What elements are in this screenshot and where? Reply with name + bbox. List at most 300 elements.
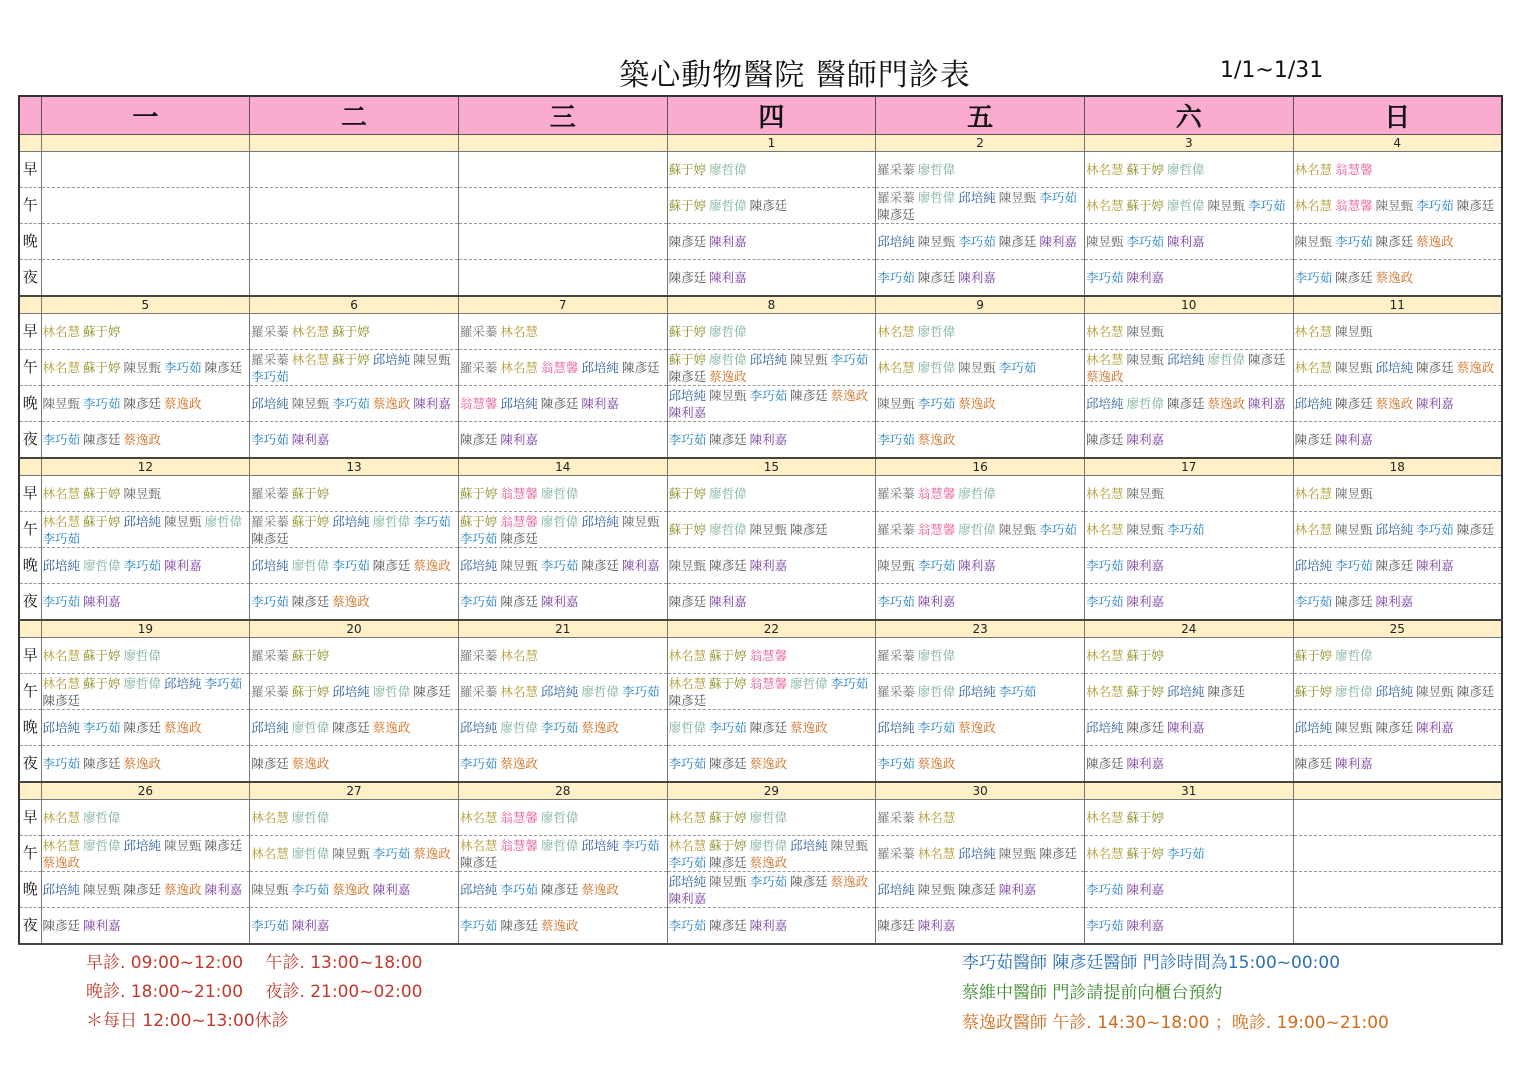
doctor-name: 蔡逸政 <box>1456 360 1495 375</box>
schedule-cell <box>458 872 667 908</box>
doctor-name: 陳利嘉 <box>581 396 619 411</box>
schedule-cell <box>250 476 459 512</box>
doctor-name: 李巧茹 <box>251 594 289 609</box>
doctor-name: 廖哲偉 <box>83 837 121 853</box>
doctor-name: 邱培純 <box>251 396 289 411</box>
schedule-cell <box>667 260 876 297</box>
schedule-cell <box>250 584 459 621</box>
date-cell <box>250 135 459 152</box>
doctor-name: 林名慧 <box>1085 846 1124 861</box>
schedule-cell <box>1084 872 1293 908</box>
doctor-name: 蔡逸政 <box>709 368 747 384</box>
schedule-cell <box>1293 314 1502 350</box>
doctor-name: 邱培純 <box>1166 351 1205 367</box>
doctor-name: 林名慧 <box>1085 162 1124 177</box>
schedule-cell <box>41 584 250 621</box>
doctor-name: 陳利嘉 <box>1416 396 1454 411</box>
schedule-cell <box>667 476 876 512</box>
doctor-name: 陳彥廷 <box>1416 360 1454 375</box>
doctor-name: 陳昱甄 <box>332 846 370 861</box>
doctor-name: 蔡逸政 <box>790 720 828 735</box>
doctor-name: 林名慧 <box>1294 324 1333 339</box>
date-cell: 7 <box>458 296 667 314</box>
doctor-name: 廖哲偉 <box>709 162 747 177</box>
doctor-name: 邱培純 <box>1085 396 1124 411</box>
slot-row <box>19 188 1502 224</box>
slot-label: 早 <box>19 314 41 350</box>
doctor-name: 邱培純 <box>372 351 411 367</box>
schedule-cell <box>1293 638 1502 674</box>
doctor-name: 林名慧 <box>500 648 538 663</box>
schedule-table <box>18 95 1503 945</box>
doctor-name: 蔡逸政 <box>540 918 579 933</box>
doctor-name: 陳彥廷 <box>1375 720 1414 735</box>
doctor-name: 陳彥廷 <box>123 882 162 897</box>
doctor-name: 蘇于婷 <box>291 648 330 663</box>
doctor-name: 廖哲偉 <box>540 810 579 825</box>
schedule-cell <box>41 908 250 945</box>
doctor-name: 蔡逸政 <box>372 396 411 411</box>
page-title: 築心動物醫院 醫師門診表 <box>619 58 971 93</box>
doctor-name: 陳利嘉 <box>291 918 330 933</box>
doctor-name: 李巧茹 <box>668 432 707 447</box>
schedule-cell <box>1084 188 1293 224</box>
schedule-cell <box>250 512 459 548</box>
doctor-name: 李巧茹 <box>917 558 956 573</box>
schedule-cell <box>876 548 1085 584</box>
schedule-cell <box>458 638 667 674</box>
doctor-name: 邱培純 <box>581 513 619 529</box>
doctor-name: 林名慧 <box>500 684 538 699</box>
doctor-name: 陳昱甄 <box>958 360 996 375</box>
schedule-cell <box>41 188 250 224</box>
schedule-cell <box>458 350 667 386</box>
schedule-cell <box>1293 512 1502 548</box>
doctor-name: 陳彥廷 <box>1456 522 1495 537</box>
doctor-name: 邱培純 <box>1294 720 1333 735</box>
date-row-corner <box>19 296 41 314</box>
doctor-name: 陳彥廷 <box>790 522 828 537</box>
schedule-cell <box>876 224 1085 260</box>
doctor-name: 陳昱甄 <box>917 234 956 249</box>
doctor-name: 廖哲偉 <box>123 675 162 691</box>
doctor-name: 陳利嘉 <box>1126 756 1164 771</box>
schedule-cell <box>1293 386 1502 422</box>
doctor-name: 陳彥廷 <box>709 432 747 447</box>
doctor-name: 李巧茹 <box>1039 189 1077 205</box>
slot-row <box>19 512 1502 548</box>
date-cell: 15 <box>667 458 876 476</box>
schedule-cell <box>250 872 459 908</box>
weekday-fri: 五 <box>876 96 1085 135</box>
date-row <box>19 135 1502 152</box>
date-cell: 28 <box>458 782 667 800</box>
date-row-corner <box>19 458 41 476</box>
doctor-name: 羅采蓁 <box>251 648 289 663</box>
date-row <box>19 620 1502 638</box>
doctor-name: 蔡逸政 <box>917 756 956 771</box>
doctor-name: 邱培純 <box>42 882 81 897</box>
doctor-name: 邱培純 <box>581 837 619 853</box>
doctor-name: 陳彥廷 <box>917 270 956 285</box>
doctor-name: 羅采蓁 <box>877 486 915 501</box>
doctor-name: 李巧茹 <box>459 530 498 546</box>
schedule-cell <box>667 872 876 908</box>
slot-row <box>19 476 1502 512</box>
doctor-name: 陳昱甄 <box>123 360 162 375</box>
date-cell: 31 <box>1084 782 1293 800</box>
doctor-name: 李巧茹 <box>459 594 498 609</box>
doctor-name: 陳昱甄 <box>998 846 1037 861</box>
doctor-name: 蔡逸政 <box>1375 396 1414 411</box>
slot-row <box>19 422 1502 459</box>
schedule-cell <box>876 908 1085 945</box>
doctor-name: 林名慧 <box>1085 522 1124 537</box>
schedule-cell <box>1084 224 1293 260</box>
doctor-name: 邱培純 <box>1375 522 1414 537</box>
doctor-name: 廖哲偉 <box>917 162 956 177</box>
note-cai-weizhong: 蔡維中醫師 門診請提前向櫃台預約 <box>962 983 1223 1003</box>
schedule-cell <box>250 908 459 945</box>
schedule-cell <box>1293 872 1502 908</box>
doctor-name: 廖哲偉 <box>540 513 579 529</box>
slot-label: 夜 <box>19 746 41 783</box>
date-row-corner <box>19 782 41 800</box>
doctor-name: 李巧茹 <box>251 368 289 384</box>
schedule-cell <box>1293 836 1502 872</box>
hours-line-2: 晚診. 18:00~21:00 夜診. 21:00~02:00 <box>86 982 423 1002</box>
doctor-name: 李巧茹 <box>42 530 81 546</box>
schedule-cell <box>41 710 250 746</box>
date-cell: 9 <box>876 296 1085 314</box>
doctor-name: 林名慧 <box>459 810 498 825</box>
corner-cell <box>19 96 41 135</box>
doctor-name: 李巧茹 <box>621 837 660 853</box>
doctor-name: 陳利嘉 <box>540 594 579 609</box>
schedule-cell <box>458 908 667 945</box>
doctor-name: 廖哲偉 <box>917 324 956 339</box>
doctor-name: 陳昱甄 <box>621 513 660 529</box>
doctor-name: 陳彥廷 <box>998 234 1037 249</box>
schedule-cell <box>250 260 459 297</box>
doctor-name: 陳利嘉 <box>749 558 788 573</box>
schedule-cell <box>667 422 876 459</box>
slot-row <box>19 800 1502 836</box>
doctor-name: 陳利嘉 <box>413 396 451 411</box>
schedule-cell <box>458 548 667 584</box>
doctor-name: 蘇于婷 <box>83 486 121 501</box>
doctor-name: 陳利嘉 <box>1126 918 1164 933</box>
doctor-name: 陳彥廷 <box>1166 396 1205 411</box>
date-cell: 3 <box>1084 135 1293 152</box>
schedule-cell <box>876 422 1085 459</box>
schedule-cell <box>41 314 250 350</box>
doctor-name: 蘇于婷 <box>332 351 370 367</box>
doctor-name: 陳彥廷 <box>709 756 747 771</box>
schedule-cell <box>250 152 459 188</box>
schedule-cell <box>876 872 1085 908</box>
doctor-name: 廖哲偉 <box>790 675 828 691</box>
doctor-name: 林名慧 <box>1085 684 1124 699</box>
doctor-name: 蘇于婷 <box>83 360 121 375</box>
doctor-name: 廖哲偉 <box>372 684 411 699</box>
doctor-name: 李巧茹 <box>204 675 243 691</box>
break-note: ＊每日 12:00~13:00休診 <box>86 1011 289 1031</box>
doctor-name: 邱培純 <box>877 882 915 897</box>
slot-label: 早 <box>19 152 41 188</box>
date-cell: 17 <box>1084 458 1293 476</box>
doctor-name: 林名慧 <box>42 837 81 853</box>
schedule-cell <box>250 350 459 386</box>
doctor-name: 李巧茹 <box>42 432 81 447</box>
schedule-cell <box>876 710 1085 746</box>
slot-label: 晚 <box>19 224 41 260</box>
date-cell: 30 <box>876 782 1085 800</box>
doctor-name: 李巧茹 <box>1335 234 1373 249</box>
doctor-name: 羅采蓁 <box>459 360 498 375</box>
doctor-name: 陳彥廷 <box>709 558 747 573</box>
doctor-name: 林名慧 <box>1085 198 1124 213</box>
doctor-name: 陳利嘉 <box>958 558 996 573</box>
doctor-name: 廖哲偉 <box>123 648 162 663</box>
schedule-cell <box>1084 386 1293 422</box>
schedule-cell <box>1084 476 1293 512</box>
doctor-name: 廖哲偉 <box>709 522 747 537</box>
date-cell: 18 <box>1293 458 1502 476</box>
doctor-name: 李巧茹 <box>998 684 1037 699</box>
schedule-cell <box>41 548 250 584</box>
doctor-name: 蘇于婷 <box>459 513 498 529</box>
doctor-name: 陳昱甄 <box>1335 324 1373 339</box>
doctor-name: 林名慧 <box>42 648 81 663</box>
doctor-name: 羅采蓁 <box>459 648 498 663</box>
doctor-name: 陳彥廷 <box>877 206 915 222</box>
doctor-name: 蘇于婷 <box>668 162 707 177</box>
doctor-name: 陳彥廷 <box>204 360 243 375</box>
schedule-cell <box>458 710 667 746</box>
doctor-name: 邱培純 <box>332 684 370 699</box>
schedule-cell <box>667 674 876 710</box>
doctor-name: 李巧茹 <box>251 432 289 447</box>
doctor-name: 陳彥廷 <box>668 368 707 384</box>
doctor-name: 陳利嘉 <box>1416 720 1454 735</box>
doctor-name: 陳彥廷 <box>668 270 707 285</box>
doctor-name: 蘇于婷 <box>332 324 370 339</box>
schedule-cell <box>41 836 250 872</box>
schedule-cell <box>250 836 459 872</box>
slot-label: 夜 <box>19 422 41 459</box>
doctor-name: 邱培純 <box>500 396 538 411</box>
doctor-name: 邱培純 <box>251 558 289 573</box>
doctor-name: 陳利嘉 <box>164 558 202 573</box>
doctor-name: 李巧茹 <box>749 873 788 889</box>
doctor-name: 蘇于婷 <box>1126 648 1164 663</box>
slot-row <box>19 350 1502 386</box>
doctor-name: 陳利嘉 <box>1039 234 1077 249</box>
schedule-cell <box>1084 710 1293 746</box>
doctor-name: 廖哲偉 <box>540 837 579 853</box>
doctor-name: 翁慧馨 <box>1335 162 1373 177</box>
doctor-name: 李巧茹 <box>1085 558 1124 573</box>
doctor-name: 林名慧 <box>668 648 707 663</box>
schedule-cell <box>1293 188 1502 224</box>
slot-label: 午 <box>19 674 41 710</box>
schedule-cell <box>1293 476 1502 512</box>
doctor-name: 陳昱甄 <box>1126 486 1164 501</box>
schedule-cell <box>876 674 1085 710</box>
doctor-name: 李巧茹 <box>540 720 579 735</box>
doctor-name: 陳利嘉 <box>1126 882 1164 897</box>
doctor-name: 羅采蓁 <box>877 522 915 537</box>
doctor-name: 邱培純 <box>251 720 289 735</box>
doctor-name: 羅采蓁 <box>251 351 289 367</box>
schedule-cell <box>667 152 876 188</box>
doctor-name: 翁慧馨 <box>1335 198 1373 213</box>
schedule-cell <box>41 386 250 422</box>
doctor-name: 陳彥廷 <box>251 530 289 546</box>
date-cell <box>1293 782 1502 800</box>
doctor-name: 羅采蓁 <box>251 324 289 339</box>
doctor-name: 翁慧馨 <box>749 648 788 663</box>
doctor-name: 陳利嘉 <box>917 594 956 609</box>
doctor-name: 邱培純 <box>332 513 370 529</box>
doctor-name: 陳昱甄 <box>1085 234 1124 249</box>
doctor-name: 蔡逸政 <box>164 396 202 411</box>
schedule-cell <box>250 386 459 422</box>
schedule-cell <box>41 800 250 836</box>
doctor-name: 陳昱甄 <box>1126 324 1164 339</box>
doctor-name: 廖哲偉 <box>291 720 330 735</box>
doctor-name: 陳彥廷 <box>83 432 121 447</box>
doctor-name: 李巧茹 <box>709 720 747 735</box>
doctor-name: 林名慧 <box>459 837 498 853</box>
schedule-cell <box>667 638 876 674</box>
doctor-name: 廖哲偉 <box>709 486 747 501</box>
doctor-name: 翁慧馨 <box>500 486 538 501</box>
doctor-name: 林名慧 <box>1085 351 1124 367</box>
doctor-name: 蘇于婷 <box>1126 810 1164 825</box>
doctor-name: 邱培純 <box>790 837 828 853</box>
doctor-name: 陳彥廷 <box>749 198 788 213</box>
doctor-name: 陳昱甄 <box>1126 522 1164 537</box>
doctor-name: 陳彥廷 <box>500 918 538 933</box>
doctor-name: 廖哲偉 <box>917 648 956 663</box>
schedule-cell <box>41 260 250 297</box>
doctor-name: 陳昱甄 <box>877 558 915 573</box>
doctor-name: 廖哲偉 <box>709 351 747 367</box>
doctor-name: 蘇于婷 <box>83 513 121 529</box>
doctor-name: 林名慧 <box>1294 162 1333 177</box>
schedule-cell <box>1293 224 1502 260</box>
doctor-name: 陳彥廷 <box>1294 432 1333 447</box>
doctor-name: 李巧茹 <box>958 234 996 249</box>
date-row-corner <box>19 135 41 152</box>
doctor-name: 陳昱甄 <box>998 189 1037 205</box>
doctor-name: 陳利嘉 <box>1416 558 1454 573</box>
schedule-cell <box>1084 674 1293 710</box>
slot-label: 晚 <box>19 548 41 584</box>
slot-row <box>19 638 1502 674</box>
doctor-name: 陳彥廷 <box>1335 396 1373 411</box>
note-li-chen: 李巧茹醫師 陳彥廷醫師 門診時間為15:00~00:00 <box>962 953 1341 973</box>
doctor-name: 蔡逸政 <box>413 846 451 861</box>
date-cell: 23 <box>876 620 1085 638</box>
doctor-name: 陳彥廷 <box>372 558 411 573</box>
doctor-name: 邱培純 <box>1375 360 1414 375</box>
doctor-name: 翁慧馨 <box>917 486 956 501</box>
doctor-name: 廖哲偉 <box>1335 684 1373 699</box>
date-row <box>19 782 1502 800</box>
doctor-name: 廖哲偉 <box>500 720 538 735</box>
doctor-name: 陳昱甄 <box>42 396 81 411</box>
doctor-name: 陳利嘉 <box>749 432 788 447</box>
doctor-name: 林名慧 <box>1294 360 1333 375</box>
doctor-name: 李巧茹 <box>668 854 707 870</box>
doctor-name: 陳昱甄 <box>164 837 202 853</box>
doctor-name: 陳昱甄 <box>1335 360 1373 375</box>
schedule-cell <box>1084 638 1293 674</box>
doctor-name: 蔡逸政 <box>830 387 869 403</box>
doctor-name: 陳昱甄 <box>291 396 330 411</box>
doctor-name: 陳利嘉 <box>709 234 747 249</box>
doctor-name: 李巧茹 <box>998 360 1037 375</box>
schedule-cell <box>1084 584 1293 621</box>
doctor-name: 陳利嘉 <box>668 404 707 420</box>
schedule-cell <box>41 638 250 674</box>
doctor-name: 陳昱甄 <box>998 522 1037 537</box>
date-cell <box>41 135 250 152</box>
doctor-name: 蘇于婷 <box>459 486 498 501</box>
doctor-name: 蔡逸政 <box>958 396 996 411</box>
doctor-name: 蘇于婷 <box>668 522 707 537</box>
doctor-name: 陳彥廷 <box>204 837 243 853</box>
doctor-name: 陳彥廷 <box>123 396 162 411</box>
doctor-name: 陳彥廷 <box>790 387 828 403</box>
doctor-name: 邱培純 <box>1166 684 1205 699</box>
doctor-name: 李巧茹 <box>877 270 915 285</box>
doctor-name: 李巧茹 <box>621 684 660 699</box>
schedule-cell <box>1084 314 1293 350</box>
doctor-name: 蘇于婷 <box>709 675 747 691</box>
doctor-name: 陳昱甄 <box>1335 486 1373 501</box>
doctor-name: 林名慧 <box>668 675 707 691</box>
doctor-name: 蔡逸政 <box>372 720 411 735</box>
slot-label: 夜 <box>19 584 41 621</box>
doctor-name: 李巧茹 <box>540 558 579 573</box>
schedule-cell <box>876 746 1085 783</box>
doctor-name: 陳彥廷 <box>749 720 788 735</box>
schedule-cell <box>876 188 1085 224</box>
doctor-name: 陳利嘉 <box>1126 270 1164 285</box>
doctor-name: 李巧茹 <box>668 918 707 933</box>
date-row <box>19 296 1502 314</box>
doctor-name: 李巧茹 <box>877 756 915 771</box>
date-cell: 14 <box>458 458 667 476</box>
slot-row <box>19 872 1502 908</box>
doctor-name: 林名慧 <box>1085 486 1124 501</box>
slot-label: 午 <box>19 836 41 872</box>
doctor-name: 蘇于婷 <box>83 675 121 691</box>
weekday-sat: 六 <box>1084 96 1293 135</box>
slot-row <box>19 710 1502 746</box>
doctor-name: 李巧茹 <box>459 918 498 933</box>
date-cell: 16 <box>876 458 1085 476</box>
schedule-cell <box>1084 908 1293 945</box>
doctor-name: 陳彥廷 <box>790 873 828 889</box>
date-cell <box>458 135 667 152</box>
doctor-name: 李巧茹 <box>83 720 121 735</box>
date-cell: 5 <box>41 296 250 314</box>
